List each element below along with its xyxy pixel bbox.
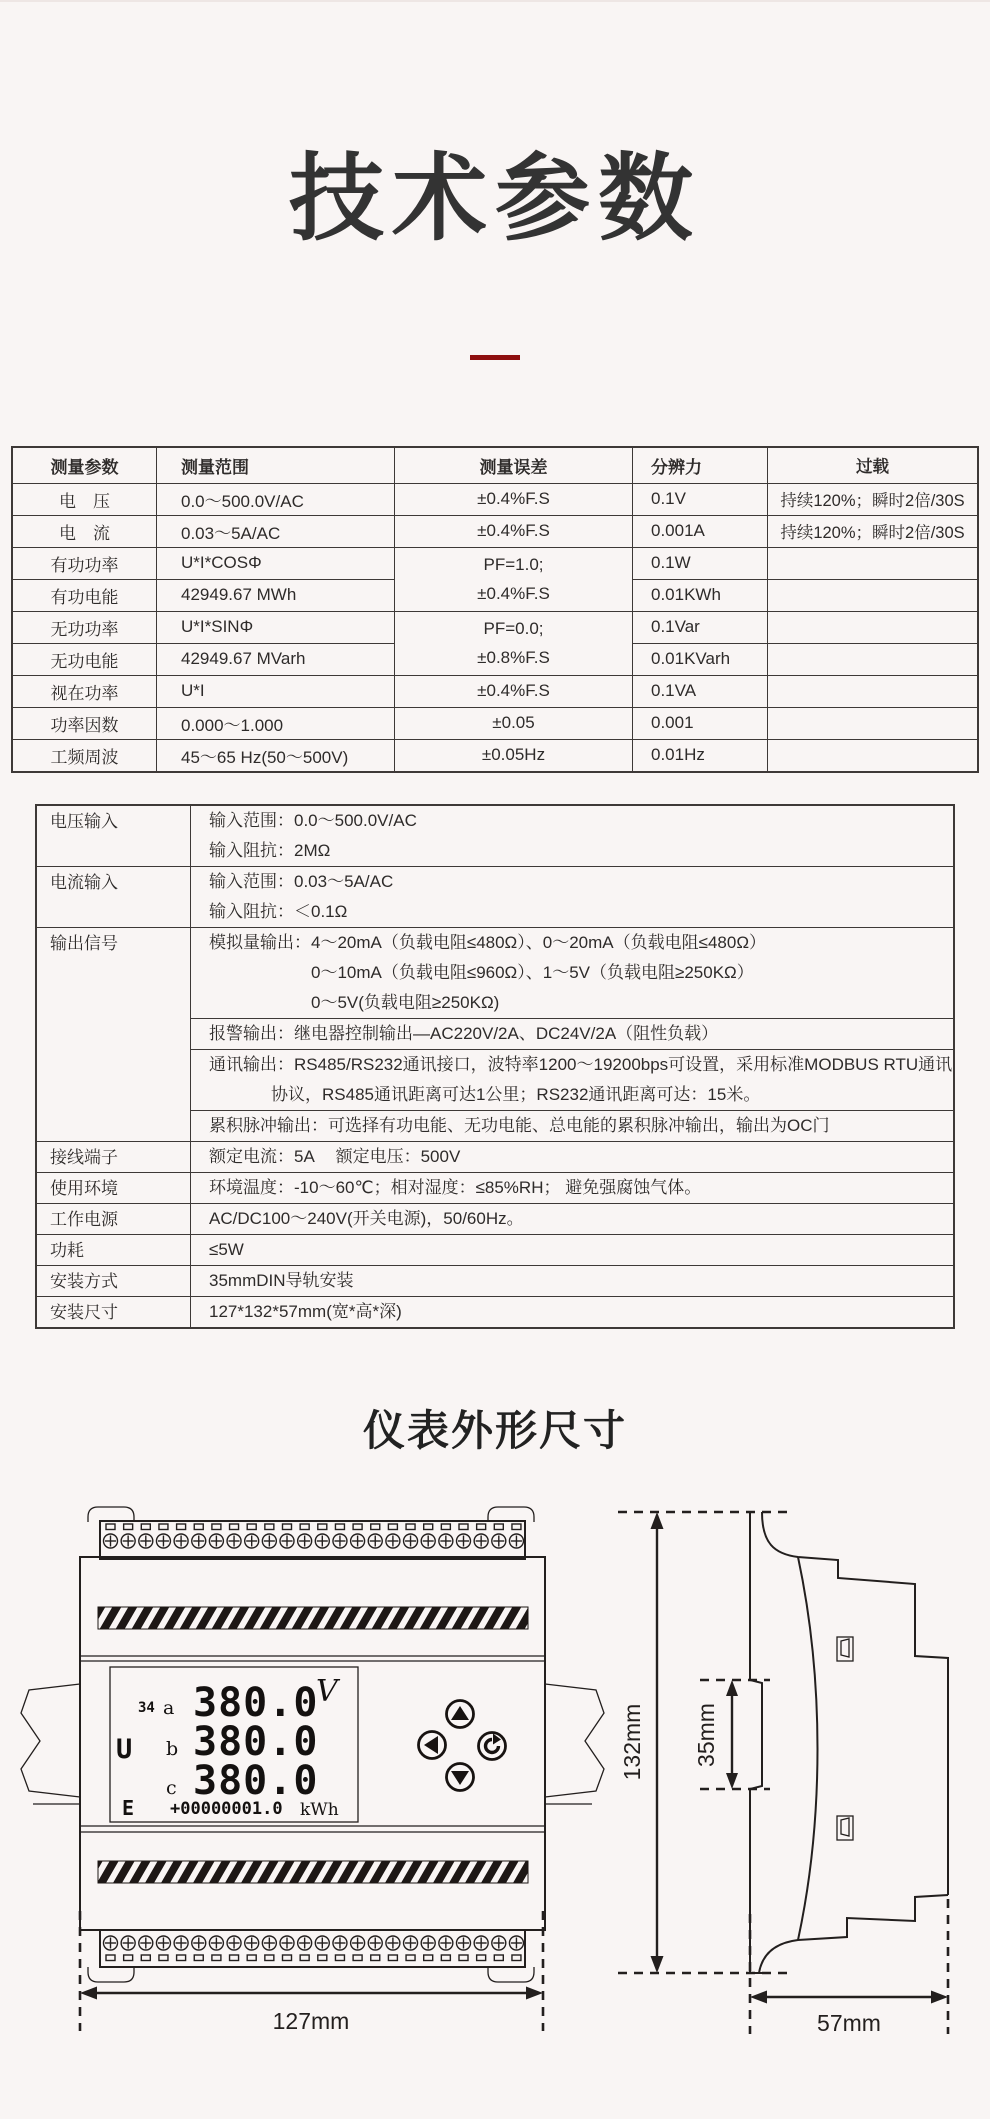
row-label: 安装尺寸 bbox=[36, 1296, 191, 1328]
vent-strip-bottom bbox=[98, 1861, 528, 1883]
cell-param: 有功电能 bbox=[12, 579, 157, 611]
cell-resolution: 0.1VA bbox=[633, 675, 768, 707]
page-title: 技术参数 bbox=[288, 146, 701, 252]
clip-detail-top-inner bbox=[841, 1639, 849, 1657]
cell-resolution: 0.01KWh bbox=[633, 579, 768, 611]
row-content bbox=[191, 1296, 955, 1328]
content-line: 额定电流：5A 额定电压：500V bbox=[209, 1146, 461, 1166]
ear-bottom-right bbox=[488, 1967, 534, 1982]
content-line: 0～5V(负载电阻≥250KΩ) bbox=[311, 992, 500, 1012]
profile-back-lower bbox=[759, 1895, 948, 1973]
content-line: 127*132*57mm(宽*高*深) bbox=[209, 1301, 402, 1321]
clip-detail-bottom-inner bbox=[841, 1818, 849, 1836]
dimension-depth bbox=[750, 1899, 948, 2036]
row-label: 使用环境 bbox=[36, 1172, 191, 1203]
width-dimension-label: 127mm bbox=[272, 2007, 350, 2034]
content-line: 输入阻抗：＜0.1Ω bbox=[209, 901, 348, 921]
screw-terminals-top bbox=[104, 1524, 524, 1548]
lcd-row-b-value: 380.0 bbox=[193, 1718, 319, 1765]
cell-error-merged bbox=[395, 611, 633, 675]
profile-front-edge bbox=[750, 1512, 762, 1973]
cell-range: 42949.67 MVarh bbox=[157, 643, 395, 675]
lcd-volt-unit: V bbox=[316, 1673, 338, 1709]
lcd-energy-value: +00000001.0 bbox=[170, 1798, 283, 1819]
subrow-pulse-output bbox=[191, 1110, 953, 1141]
error-line: ±0.4%F.S bbox=[477, 584, 550, 604]
content-line: 输入阻抗：2MΩ bbox=[209, 840, 331, 860]
row-label: 接线端子 bbox=[36, 1141, 191, 1172]
arrowhead-left-icon bbox=[750, 1990, 767, 2003]
din-clip-left bbox=[21, 1684, 80, 1797]
lcd-energy-unit: kWh bbox=[300, 1799, 339, 1820]
cell-overload bbox=[768, 643, 979, 675]
row-label: 工作电源 bbox=[36, 1203, 191, 1234]
error-line: PF=0.0; bbox=[483, 619, 544, 639]
row-content bbox=[191, 866, 955, 927]
cell-range: 0.000～1.000 bbox=[157, 707, 395, 739]
table-row bbox=[36, 1203, 954, 1234]
button-enter bbox=[479, 1732, 506, 1759]
arrowhead-left-icon bbox=[80, 1986, 97, 1999]
cell-range: U*I bbox=[157, 675, 395, 707]
content-line: 输入范围：0.0～500.0V/AC bbox=[209, 810, 417, 830]
row-content bbox=[191, 1265, 955, 1296]
content-line: 协议，RS485通讯距离可达1公里；RS232通讯距离可达：15米。 bbox=[271, 1084, 761, 1104]
cell-resolution: 0.1Var bbox=[633, 611, 768, 643]
row-content bbox=[191, 1203, 955, 1234]
cell-param: 电 流 bbox=[12, 515, 157, 547]
cell-range: U*I*COSΦ bbox=[157, 547, 395, 579]
cell-resolution: 0.01Hz bbox=[633, 739, 768, 772]
ear-top-right bbox=[488, 1507, 534, 1522]
spec-header-row bbox=[12, 447, 978, 484]
content-line: 模拟量输出：4～20mA（负载电阻≤480Ω）、0～20mA（负载电阻≤480Ω） bbox=[209, 932, 767, 952]
cell-resolution: 0.1W bbox=[633, 547, 768, 579]
row-content bbox=[191, 1172, 955, 1203]
cell-error-merged bbox=[395, 547, 633, 611]
table-row bbox=[12, 547, 978, 579]
depth-dimension-label: 57mm bbox=[817, 2009, 881, 2036]
table-row bbox=[12, 611, 978, 643]
subrow-alarm-output bbox=[191, 1018, 953, 1049]
nav-buttons bbox=[419, 1700, 506, 1790]
cell-param: 视在功率 bbox=[12, 675, 157, 707]
table-row bbox=[36, 866, 954, 927]
cell-param: 电 压 bbox=[12, 483, 157, 515]
col-header-param: 测量参数 bbox=[12, 447, 157, 484]
cell-param: 有功功率 bbox=[12, 547, 157, 579]
cell-param: 工频周波 bbox=[12, 739, 157, 772]
cell-range: 42949.67 MWh bbox=[157, 579, 395, 611]
content-line: 报警输出：继电器控制输出—AC220V/2A、DC24V/2A（阻性负载） bbox=[209, 1023, 719, 1043]
down-arrow-icon bbox=[451, 1771, 469, 1785]
col-header-range: 测量范围 bbox=[157, 447, 395, 484]
row-label: 安装方式 bbox=[36, 1265, 191, 1296]
content-line: 35mmDIN导轨安装 bbox=[209, 1270, 354, 1290]
dimension-rail bbox=[693, 1680, 770, 1789]
cell-overload bbox=[768, 707, 979, 739]
cell-overload: 持续120%；瞬时2倍/30S bbox=[768, 515, 979, 547]
subrow-analog-output bbox=[191, 928, 953, 1018]
side-profile bbox=[750, 1512, 948, 1973]
screw-terminals-bottom bbox=[104, 1936, 524, 1961]
table-row bbox=[36, 1234, 954, 1265]
cell-resolution: 0.001A bbox=[633, 515, 768, 547]
cell-overload: 持续120%；瞬时2倍/30S bbox=[768, 483, 979, 515]
cell-range: 45～65 Hz(50～500V) bbox=[157, 739, 395, 772]
cell-resolution: 0.001 bbox=[633, 707, 768, 739]
table-row bbox=[36, 1296, 954, 1328]
lcd-display bbox=[110, 1667, 358, 1822]
cell-param: 无功电能 bbox=[12, 643, 157, 675]
lcd-row-c-label: c bbox=[166, 1776, 177, 1799]
content-line: 0～10mA（负载电阻≤960Ω）、1～5V（负载电阻≥250KΩ） bbox=[311, 962, 754, 982]
cell-overload bbox=[768, 739, 979, 772]
cell-resolution: 0.01KVarh bbox=[633, 643, 768, 675]
lcd-u-symbol: U bbox=[116, 1733, 133, 1765]
cell-resolution: 0.1V bbox=[633, 483, 768, 515]
table-row bbox=[12, 483, 978, 515]
lcd-row-b-label: b bbox=[166, 1737, 179, 1760]
table-row bbox=[36, 1141, 954, 1172]
lcd-row-c-value: 380.0 bbox=[193, 1757, 319, 1804]
cell-range: 0.0～500.0V/AC bbox=[157, 483, 395, 515]
row-label: 电流输入 bbox=[36, 866, 191, 927]
arrowhead-up-icon bbox=[651, 1512, 664, 1529]
col-header-resolution: 分辨力 bbox=[633, 447, 768, 484]
spec-table bbox=[11, 446, 979, 773]
table-row bbox=[12, 675, 978, 707]
row-content bbox=[191, 1141, 955, 1172]
dimensions-title: 仪表外形尺寸 bbox=[362, 1406, 627, 1454]
table-row bbox=[12, 707, 978, 739]
front-view bbox=[21, 1507, 604, 2034]
col-header-overload: 过载 bbox=[768, 447, 979, 484]
subrow-comm-output bbox=[191, 1049, 953, 1110]
ear-top-left bbox=[88, 1507, 134, 1522]
content-line: AC/DC100～240V(开关电源)，50/60Hz。 bbox=[209, 1208, 524, 1228]
profile-bezel-curve bbox=[798, 1557, 818, 1940]
red-divider bbox=[470, 355, 520, 360]
row-content bbox=[191, 805, 955, 867]
table-row bbox=[36, 1172, 954, 1203]
lcd-phase-flag: 34 bbox=[138, 1699, 155, 1716]
vent-strip-top bbox=[98, 1607, 528, 1629]
lcd-row-a-value: 380.0 bbox=[193, 1679, 319, 1726]
side-view bbox=[618, 1512, 948, 2036]
content-line: 通讯输出：RS485/RS232通讯接口，波特率1200～19200bps可设置，采用标准MODBUS RTU通讯 bbox=[209, 1054, 953, 1074]
cell-error: ±0.05 bbox=[395, 707, 633, 739]
din-clip-right bbox=[545, 1684, 604, 1797]
table-row bbox=[36, 805, 954, 867]
lcd-e-symbol: E bbox=[122, 1795, 135, 1820]
error-line: ±0.8%F.S bbox=[477, 648, 550, 668]
table-row bbox=[12, 739, 978, 772]
content-line: 环境温度：-10～60℃；相对湿度：≤85%RH； 避免强腐蚀气体。 bbox=[209, 1177, 702, 1197]
row-label: 功耗 bbox=[36, 1234, 191, 1265]
col-header-error: 测量误差 bbox=[395, 447, 633, 484]
row-label: 输出信号 bbox=[36, 927, 191, 1141]
cell-range: 0.03～5A/AC bbox=[157, 515, 395, 547]
arrowhead-right-icon bbox=[526, 1986, 543, 1999]
arrowhead-down-icon bbox=[726, 1773, 738, 1789]
content-line: 累积脉冲输出：可选择有功电能、无功电能、总电能的累积脉冲输出，输出为OC门 bbox=[209, 1115, 830, 1135]
cell-error: ±0.05Hz bbox=[395, 739, 633, 772]
cell-param: 无功功率 bbox=[12, 611, 157, 643]
cell-error: ±0.4%F.S bbox=[395, 675, 633, 707]
table-row bbox=[36, 1265, 954, 1296]
error-line: PF=1.0; bbox=[483, 555, 544, 575]
cell-overload bbox=[768, 675, 979, 707]
profile-back-upper bbox=[762, 1512, 948, 1895]
up-arrow-icon bbox=[451, 1706, 469, 1720]
cell-overload bbox=[768, 611, 979, 643]
table-row bbox=[12, 515, 978, 547]
arrowhead-down-icon bbox=[651, 1956, 664, 1973]
row-content bbox=[191, 1234, 955, 1265]
outline-drawing bbox=[0, 1469, 990, 2119]
rail-dimension-label: 35mm bbox=[693, 1702, 719, 1767]
arrowhead-right-icon bbox=[931, 1990, 948, 2003]
row-label: 电压输入 bbox=[36, 805, 191, 867]
cell-error: ±0.4%F.S bbox=[395, 515, 633, 547]
content-line: 输入范围：0.03～5A/AC bbox=[209, 871, 394, 891]
height-dimension-label: 132mm bbox=[619, 1703, 645, 1781]
ear-bottom-left bbox=[88, 1967, 134, 1982]
cell-range: U*I*SINΦ bbox=[157, 611, 395, 643]
left-arrow-icon bbox=[424, 1736, 438, 1754]
cell-overload bbox=[768, 579, 979, 611]
detail-table bbox=[35, 804, 955, 1329]
table-row bbox=[36, 927, 954, 1141]
cell-error: ±0.4%F.S bbox=[395, 483, 633, 515]
arrowhead-up-icon bbox=[726, 1680, 738, 1696]
content-line: ≤5W bbox=[209, 1239, 244, 1259]
row-content bbox=[191, 927, 955, 1141]
cell-overload bbox=[768, 547, 979, 579]
cell-param: 功率因数 bbox=[12, 707, 157, 739]
lcd-row-a-label: a bbox=[163, 1696, 175, 1719]
